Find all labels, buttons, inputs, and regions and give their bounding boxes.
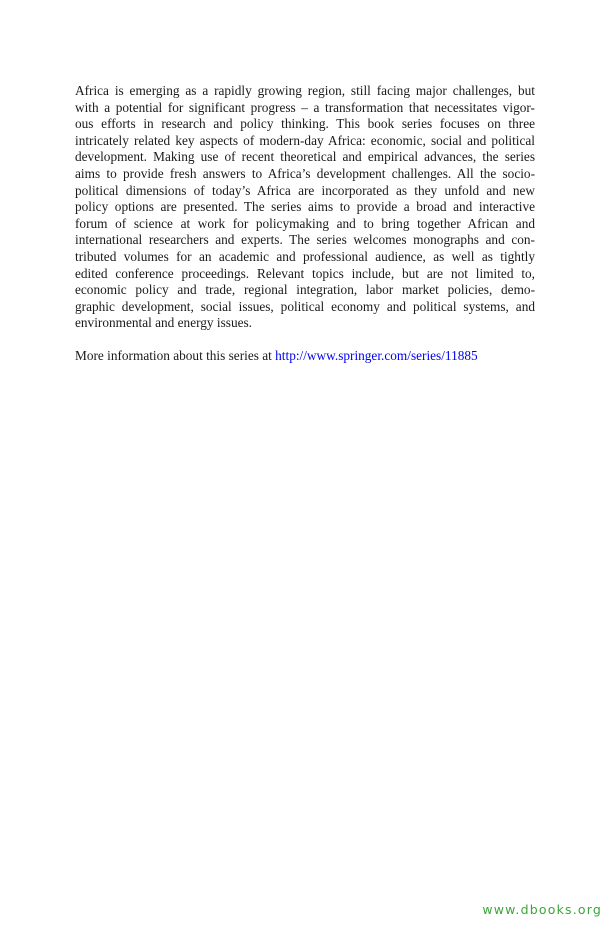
description-line: ous efforts in research and policy thinking. This book series focuses on three — [75, 116, 535, 132]
description-line: policy options are presented. The series aims to provide a broad and interactive — [75, 199, 535, 215]
description-line: international researchers and experts. The series welcomes monographs and con- — [75, 232, 535, 248]
description-line: political dimensions of today’s Africa are incorporated as they unfold and new — [75, 182, 535, 198]
more-information-line — [75, 348, 478, 365]
description-line: intricately related key aspects of modern-day Africa: economic, social and political — [75, 132, 535, 148]
watermark: www.dbooks.org — [482, 902, 602, 917]
more-information-prefix: More information about this series at — [75, 348, 276, 363]
description-line: tributed volumes for an academic and professional audience, as well as tightly — [75, 248, 535, 264]
description-line: Africa is emerging as a rapidly growing region, still facing major challenges, but — [75, 83, 535, 98]
series-link[interactable]: http://www.springer.com/series/11885 — [275, 348, 478, 363]
description-line: development. Making use of recent theoretical and empirical advances, the series — [75, 149, 535, 165]
description-line: economic policy and trade, regional integration, labor market policies, demo- — [75, 282, 535, 298]
series-description — [75, 83, 535, 332]
description-line: forum of science at work for policymaking and to bring together African and — [75, 215, 535, 231]
description-line: edited conference proceedings. Relevant topics include, but are not limited to, — [75, 265, 535, 281]
description-line: aims to provide fresh answers to Africa’s development challenges. All the socio- — [75, 165, 535, 181]
description-line: environmental and energy issues. — [75, 315, 253, 331]
description-line: graphic development, social issues, political economy and political systems, and — [75, 298, 535, 314]
description-line: with a potential for significant progress – a transformation that necessitates vigor- — [75, 99, 535, 115]
